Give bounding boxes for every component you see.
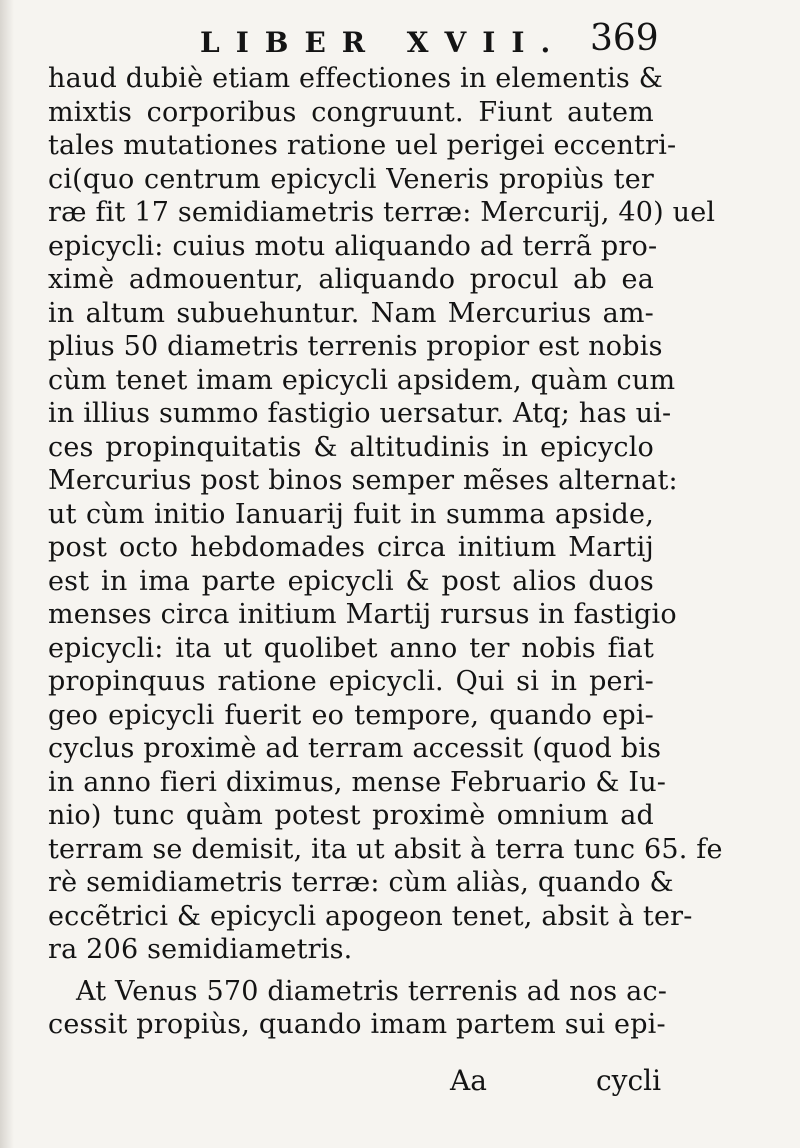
text-line: in altum subuehuntur. Nam Mercurius am- — [48, 297, 654, 329]
page-number: 369 — [590, 18, 659, 59]
text-line: in anno fieri diximus, mense Februario & Iu- — [48, 766, 667, 798]
text-line: geo epicycli fuerit eo tempore, quando epi- — [48, 699, 654, 731]
text-line: nio) tunc quàm potest proximè omnium ad — [48, 800, 654, 831]
text-line: Mercurius post binos semper mẽses alternat: — [48, 465, 678, 496]
page-footer — [0, 1058, 800, 1102]
running-head — [0, 18, 800, 62]
text-line: ut cùm initio Ianuarij fuit in summa apside, — [48, 498, 654, 530]
body-text — [48, 62, 723, 1042]
running-title: LIBER XVII. — [200, 26, 567, 59]
text-line: ximè admouentur, aliquando procul ab ea — [48, 264, 654, 295]
signature-mark: Aa — [450, 1064, 487, 1097]
text-line: epicycli: ita ut quolibet anno ter nobis fiat — [48, 632, 654, 664]
catchword: cycli — [596, 1064, 662, 1097]
text-line: ces propinquitatis & altitudinis in epicyclo — [48, 431, 654, 463]
text-line: rè semidiametris terræ: cùm aliàs, quando & — [48, 867, 674, 898]
text-line: haud dubiè etiam effectiones in elementis & — [48, 63, 663, 94]
text-line: propinquus ratione epicycli. Qui si in peri- — [48, 666, 654, 697]
text-line: eccẽtrici & epicycli apogeon tenet, absit à ter- — [48, 900, 693, 932]
text-line: epicycli: cuius motu aliquando ad terrã pro- — [48, 230, 658, 262]
paragraph-1 — [48, 62, 723, 967]
text-line: plius 50 diametris terrenis propior est nobis — [48, 331, 663, 362]
text-line: mixtis corporibus congruunt. Fiunt autem — [48, 96, 654, 128]
text-line: tales mutationes ratione uel perigei eccentri- — [48, 130, 677, 161]
text-line: est in ima parte epicycli & post alios duos — [48, 565, 654, 597]
text-line: At Venus 570 diametris terrenis ad nos ac- — [76, 975, 668, 1007]
text-line: ra 206 semidiametris. — [48, 934, 353, 965]
text-line: ci(quo centrum epicycli Veneris propiùs ter — [48, 163, 654, 195]
text-line: cessit propiùs, quando imam partem sui epi- — [48, 1009, 666, 1040]
text-line: terram se demisit, ita ut absit à terra tunc 65. fe — [48, 833, 723, 865]
text-line: menses circa initium Martij rursus in fastigio — [48, 599, 677, 630]
text-line: post octo hebdomades circa initium Martij — [48, 532, 654, 563]
page-gutter-shadow — [0, 0, 14, 1148]
paragraph-2 — [48, 975, 668, 1042]
text-line: cyclus proximè ad terram accessit (quod bis — [48, 733, 662, 764]
text-line: ræ fit 17 semidiametris terræ: Mercurij, 40) uel — [48, 197, 716, 228]
text-line: cùm tenet imam epicycli apsidem, quàm cum — [48, 364, 676, 396]
text-line: in illius summo fastigio uersatur. Atq; has ui- — [48, 398, 672, 429]
